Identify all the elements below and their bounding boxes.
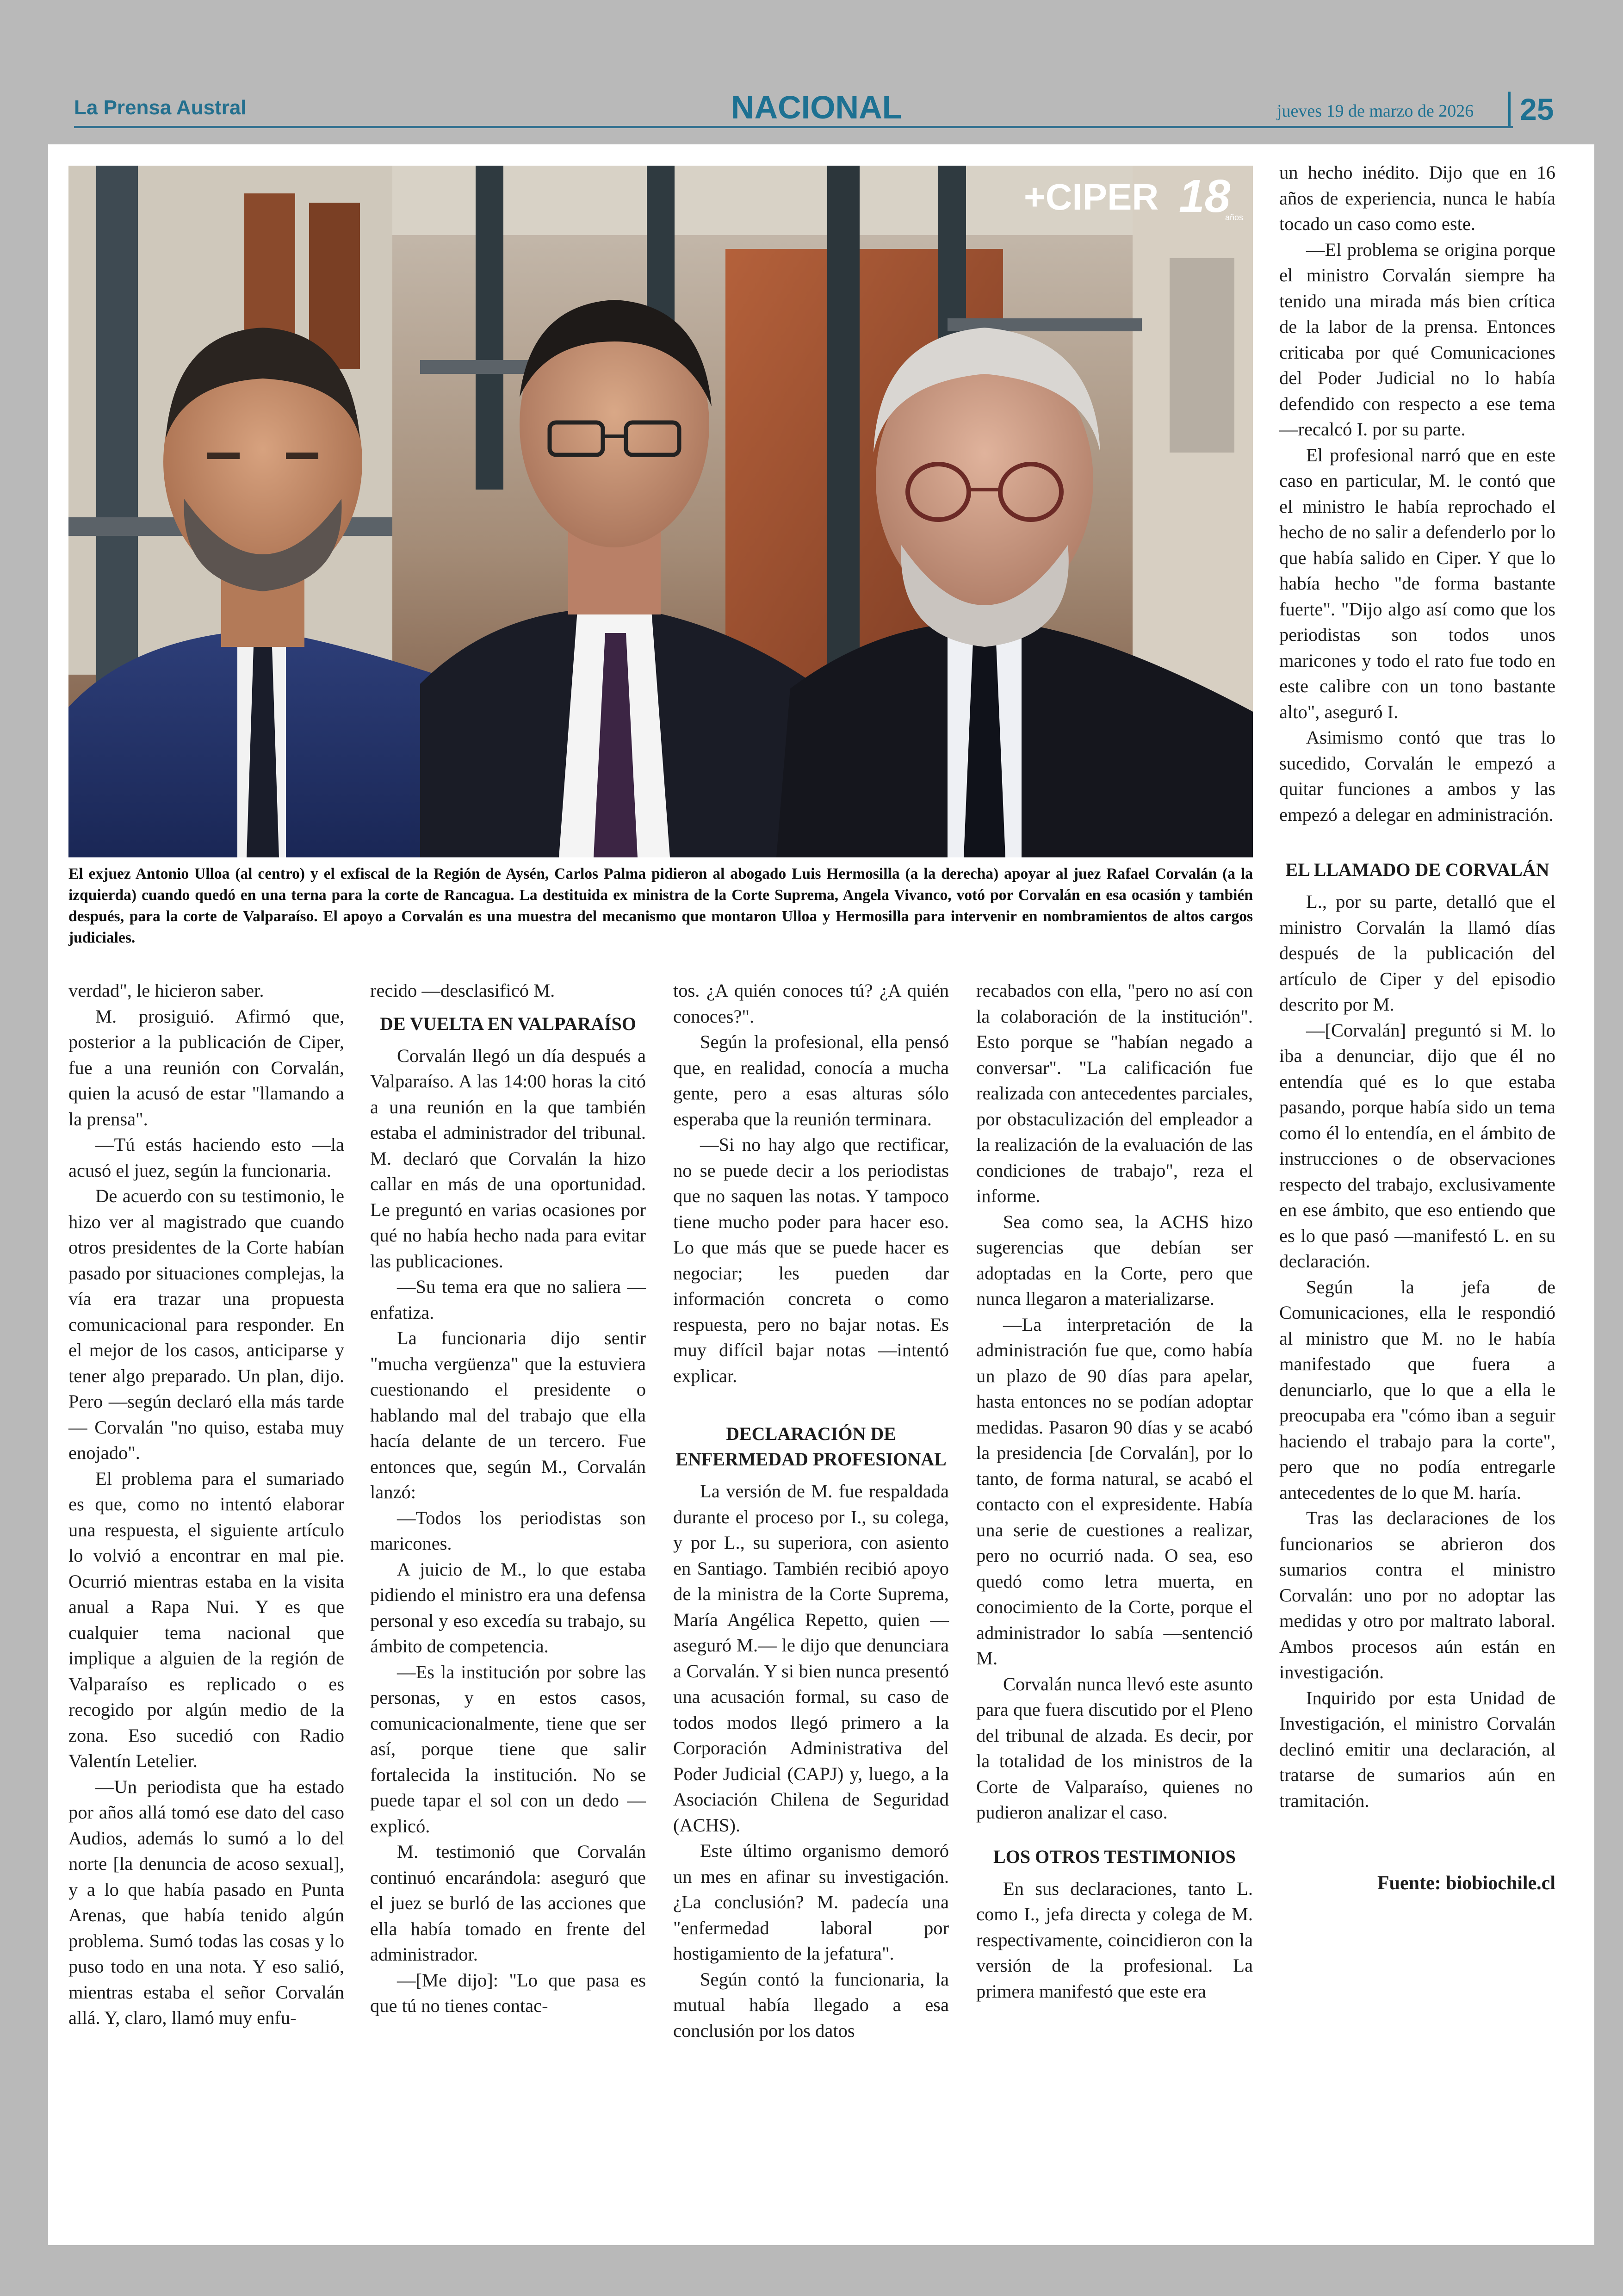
issue-date: jueves 19 de marzo de 2026 <box>1277 101 1474 121</box>
paragraph: Inquirido por esta Unidad de Investigación, el ministro Corvalán declinó emitir una declaración, al tratarse de sumarios aún en tramitación. <box>1279 1687 1555 1811</box>
paragraph: —Un periodista que ha estado por años allá tomó ese dato del caso Audios, además lo sumó a lo del norte [la denuncia de acoso sexual], y a lo que había pasado en Punta Arenas, que había tenido algún problema. Sumó todas las cosas y lo puso todo en una nota. Y eso salió, mientras estaba el señor Corvalán allá. Y, claro, llamó muy enfu- <box>68 1776 344 2028</box>
paragraph: recido —desclasificó M. <box>370 980 555 1001</box>
paragraph: L., por su parte, detalló que el ministro Corvalán la llamó días después de la publicación del artículo de Ciper y del episodio descrito por M. <box>1279 891 1555 1015</box>
paragraph: —El problema se origina porque el ministro Corvalán siempre ha tenido una mirada más bien crítica de la labor de la prensa. Entonces criticaba por qué Comunicaciones del Poder Judicial no lo había defendido con respecto a ese tema —recalcó I. por su parte. <box>1279 239 1555 440</box>
paragraph: recabados con ella, "pero no así con la colaboración de la institución". Esto porque se "habían negado a conversar". "La calificación fue realizada con antecedentes parciales, por obstaculización del empleador a la realización de la evaluación de las condiciones de trabajo", reza el informe. <box>976 980 1253 1206</box>
paragraph: —Si no hay algo que rectificar, no se puede decir a los periodistas que no saquen las notas. Y tampoco tiene mucho poder para hacer eso. Lo que más que se puede hacer es negociar; les pueden dar información concreta o como respuesta, pero no bajar notas. Es muy difícil bajar notas —intentó explicar. <box>673 1134 949 1386</box>
page-number: 25 <box>1508 92 1554 127</box>
newspaper-name: La Prensa Austral <box>74 96 247 119</box>
paragraph: M. testimonió que Corvalán continuó encarándola: aseguró que el juez se burló de las acciones que ella había tomado en frente del administrador. <box>370 1841 646 1965</box>
page-header <box>0 0 1623 139</box>
paragraph: La funcionaria dijo sentir "mucha vergüenza" que la estuviera cuestionando el presidente o hablando mal del trabajo que ella hacía delante de un tercero. Fue entonces que, según M., Corvalán lanzó: <box>370 1328 646 1502</box>
article-photo <box>68 166 1253 857</box>
paragraph: —La interpretación de la administración fue que, como había un plazo de 90 días para apelar, hasta entonces no se podían adoptar medidas. Pasaron 90 días y se acabó la presidencia [de Corvalán], por lo tanto, de forma natural, se acabó el contacto con el expresidente. Había una serie de cuestiones a realizar, pero no ocurrió nada. O sea, eso quedó como letra muerta, en conocimiento de la Corte, porque el administrador lo sabía —sentenció M. <box>976 1314 1253 1669</box>
ciper-anniversary-label: años <box>1225 213 1244 222</box>
paragraph: Según la jefa de Comunicaciones, ella le respondió al ministro que M. no le había manifestado que fuera a denunciarlo, que lo que a ella le preocupaba era "cómo iban a seguir haciendo el trabajo para la corte", pero que no podía entregarle antecedentes de lo que M. haría. <box>1279 1276 1555 1503</box>
paragraph: verdad", le hicieron saber. <box>68 980 264 1001</box>
article-column-3 <box>673 978 949 2043</box>
paragraph: Según contó la funcionaria, la mutual había llegado a esa conclusión por los datos <box>673 1968 949 2041</box>
article-source: Fuente: biobiochile.cl <box>1377 1873 1555 1894</box>
paragraph: Corvalán llegó un día después a Valparaíso. A las 14:00 horas la citó a una reunión en la que también estaba el administrador del tribunal. M. declaró que Corvalán la hizo callar en más de una oportunidad. Le preguntó en varias ocasiones por qué no había hecho nada para evitar las publicaciones. <box>370 1045 646 1272</box>
paragraph: Según la profesional, ella pensó que, en realidad, conocía a mucha gente, pero a esas alturas sólo esperaba que la reunión terminara. <box>673 1031 949 1129</box>
article-column-2 <box>370 978 646 2019</box>
subheading-de-vuelta-en-valparaiso: DE VUELTA EN VALPARAÍSO <box>380 1013 636 1034</box>
paragraph: —[Corvalán] preguntó si M. lo iba a denunciar, dijo que él no entendía qué es lo que estaba pasando, porque había sido un tema como él lo entendía, en el ámbito de instrucciones o de observaciones respecto del trabajo, exclusivamente en ese ámbito, que eso entiendo que es lo que pasó —manifestó L. en su declaración. <box>1279 1019 1555 1272</box>
paragraph: tos. ¿A quién conoces tú? ¿A quién conoces?". <box>673 980 949 1027</box>
paragraph: —Es la institución por sobre las personas, y en estos casos, comunicacionalmente, tiene que ser así, porque tiene que salir fortalecida la institución. No se puede tapar el sol con un dedo —explicó. <box>370 1661 646 1837</box>
subheading-el-llamado-de-corvalan: EL LLAMADO DE CORVALÁN <box>1285 859 1549 880</box>
paragraph: La versión de M. fue respaldada durante el proceso por I., su colega, y por L., su superiora, con asiento en Santiago. También recibió apoyo de la ministra de la Corte Suprema, María Angélica Repetto, quien —aseguró M.— le dijo que denunciara a Corvalán. Y si bien nunca presentó una acusación formal, su caso de todos modos llegó primero a la Corporación Administrativa del Poder Judicial (CAPJ) y, luego, a la Asociación Chilena de Seguridad (ACHS). <box>673 1481 949 1836</box>
paragraph: —[Me dijo]: "Lo que pasa es que tú no tienes contac- <box>370 1969 646 2016</box>
paragraph: En sus declaraciones, tanto L. como I., jefa directa y colega de M. respectivamente, coincidieron con la versión de la profesional. La primera manifestó que este era <box>976 1878 1253 2002</box>
paragraph: M. prosiguió. Afirmó que, posterior a la publicación de Ciper, fue a una reunión con Corvalán, quien la acusó de estar "llamando a la prensa". <box>68 1005 344 1129</box>
paragraph: —Tú estás haciendo esto —la acusó el juez, según la funcionaria. <box>68 1134 344 1181</box>
header-rule <box>74 126 1513 128</box>
paragraph: El problema para el sumariado es que, como no intentó elaborar una respuesta, el siguiente artículo lo volvió a encontrar en mal pie. Ocurrió mientras estaba en la visita anual a Rapa Nui. Y es que cualquier tema nacional que implique a alguien de la región de Valparaíso es replicado o es recogido por algún medio de la zona. Eso sucedió con Radio Valentín Letelier. <box>68 1468 344 1771</box>
photo-caption: El exjuez Antonio Ulloa (al centro) y el exfiscal de la Región de Aysén, Carlos Palma pidieron al abogado Luis Hermosilla (a la derecha) apoyar al juez Rafael Corvalán (a la izquierda) cuando quedó en una terna para la corte de Rancagua. La destituida ex ministra de la Corte Suprema, Angela Vivanco, votó por Corvalán en esa ocasión y también después, para la corte de Valparaíso. El apoyo a Corvalán es una muestra del mecanismo que montaron Ulloa y Hermosilla para intervenir en nombramientos de altos cargos judiciales. <box>68 865 1253 946</box>
paragraph: Corvalán nunca llevó este asunto para que fuera discutido por el Pleno del tribunal de alzada. Es decir, por la totalidad de los ministros de la Corte de Valparaíso, quienes no pudieron analizar el caso. <box>976 1673 1253 1823</box>
paragraph: El profesional narró que en este caso en particular, M. le contó que el ministro le había reprochado el hecho de no salir a defenderlo por lo que había salido en Ciper. Y que lo había hecho "de forma bastante fuerte". "Dijo algo así como que los periodistas son todos unos maricones y todo el rato fue todo en este calibre con un tono bastante alto", aseguró I. <box>1279 444 1555 722</box>
article-column-1 <box>68 978 344 2031</box>
paragraph: Asimismo contó que tras lo sucedido, Corvalán le empezó a quitar funciones a ambos y las empezó a delegar en administración. <box>1279 727 1555 825</box>
article-column-4 <box>976 978 1253 2004</box>
paragraph: A juicio de M., lo que estaba pidiendo el ministro era una defensa personal y eso excedía su trabajo, su ámbito de competencia. <box>370 1558 646 1657</box>
ciper-anniversary-number: 18 <box>1179 170 1231 222</box>
subheading-declaracion-de-enfermedad-profesional: DECLARACIÓN DE ENFERMEDAD PROFESIONAL <box>675 1423 947 1470</box>
paragraph: Sea como sea, la ACHS hizo sugerencias que debían ser adoptadas en la Corte, pero que nunca llegaron a materializarse. <box>976 1211 1253 1309</box>
article-column-5 <box>1279 160 1555 1897</box>
paragraph: un hecho inédito. Dijo que en 16 años de experiencia, nunca le había tocado un caso como este. <box>1279 162 1555 234</box>
subheading-los-otros-testimonios: LOS OTROS TESTIMONIOS <box>993 1846 1236 1867</box>
paragraph: Tras las declaraciones de los funcionarios se abrieron dos sumarios contra el ministro Corvalán: uno por no adoptar las medidas y otro por maltrato laboral. Ambos procesos aún están en investigación. <box>1279 1508 1555 1682</box>
ciper-logo: +CIPER <box>1024 176 1159 217</box>
paragraph: —Su tema era que no saliera —enfatiza. <box>370 1276 646 1323</box>
section-title: NACIONAL <box>731 89 902 125</box>
paragraph: De acuerdo con su testimonio, le hizo ver al magistrado que cuando otros presidentes de la Corte habían pasado por situaciones complejas, la vía era trazar una propuesta comunicacional para responder. En el mejor de los casos, anticiparse y tener algo preparado. Un plan, dijo. Pero —según declaró ella más tarde— Corvalán "no quiso, estaba muy enojado". <box>68 1185 344 1463</box>
paragraph: Este último organismo demoró un mes en afinar su investigación. ¿La conclusión? M. padecía una "enfermedad laboral por hostigamiento de la jefatura". <box>673 1840 949 1964</box>
paragraph: —Todos los periodistas son maricones. <box>370 1507 646 1554</box>
